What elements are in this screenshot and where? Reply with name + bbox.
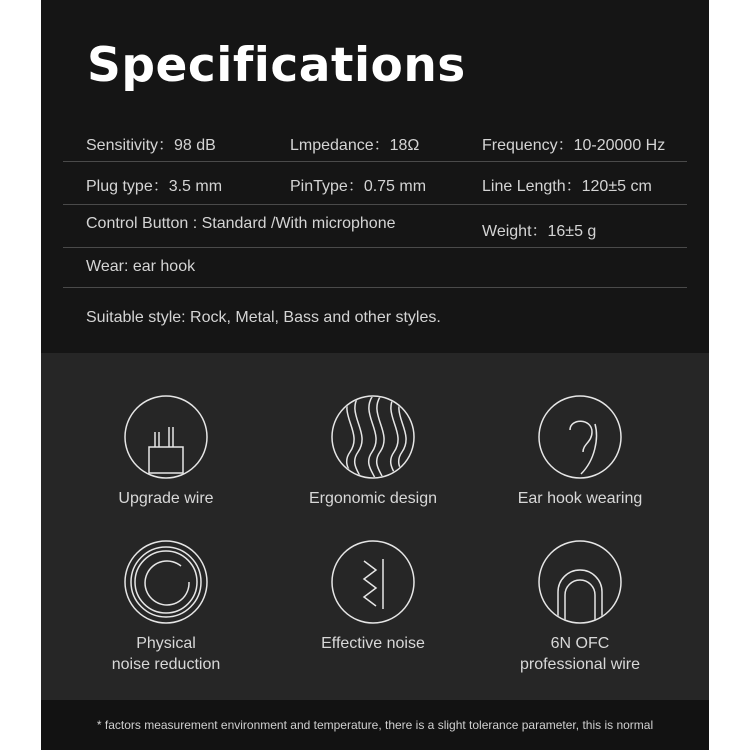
feature-label-line2: noise reduction — [111, 656, 221, 673]
specifications-section — [41, 0, 709, 353]
waves-icon — [330, 394, 416, 480]
plug-icon — [123, 394, 209, 480]
spec-row-1 — [63, 132, 687, 162]
spec-row-2 — [63, 173, 687, 205]
spec-impedance: Lmpedance：18Ω — [290, 137, 420, 154]
feature-label-line2: professional wire — [519, 656, 641, 673]
arch-icon — [537, 539, 623, 625]
feature-label: Effective noise — [321, 635, 425, 652]
feature-label: Upgrade wire — [118, 490, 214, 507]
feature-ofc-professional-wire — [480, 539, 680, 675]
spec-frequency: Frequency：10-20000 Hz — [482, 137, 666, 154]
noise-ring-icon — [123, 539, 209, 625]
spec-row-3 — [63, 215, 687, 248]
spec-sensitivity: Sensitivity：98 dB — [86, 137, 216, 154]
spec-row-5 — [63, 309, 687, 333]
feature-ergonomic-design — [273, 394, 473, 509]
features-section — [41, 353, 709, 700]
zigzag-icon — [330, 539, 416, 625]
spec-plug-type: Plug type：3.5 mm — [86, 178, 223, 195]
tolerance-footnote: * factors measurement environment and temperature, there is a slight tolerance parameter, this is normal — [96, 718, 654, 732]
ear-hook-icon — [537, 394, 623, 480]
spec-control-button: Control Button : Standard /With microphone — [86, 215, 396, 232]
feature-label: Ergonomic design — [308, 490, 438, 507]
footer — [41, 700, 709, 750]
spec-wear: Wear: ear hook — [86, 258, 196, 275]
page-title: Specifications — [87, 38, 466, 93]
spec-weight: Weight：16±5 g — [482, 223, 597, 240]
feature-label: Ear hook wearing — [517, 490, 643, 507]
spec-line-length: Line Length：120±5 cm — [482, 178, 652, 195]
feature-label-line1: Physical — [136, 635, 196, 652]
spec-row-4 — [63, 258, 687, 288]
spec-panel — [41, 0, 709, 750]
spec-pin-type: PinType：0.75 mm — [290, 178, 427, 195]
feature-effective-noise — [273, 539, 473, 654]
feature-upgrade-wire — [66, 394, 266, 509]
feature-physical-noise-reduction — [66, 539, 266, 675]
feature-ear-hook-wearing — [480, 394, 680, 509]
spec-suitable-style: Suitable style: Rock, Metal, Bass and other styles. — [86, 309, 441, 326]
feature-label-line1: 6N OFC — [550, 635, 610, 652]
